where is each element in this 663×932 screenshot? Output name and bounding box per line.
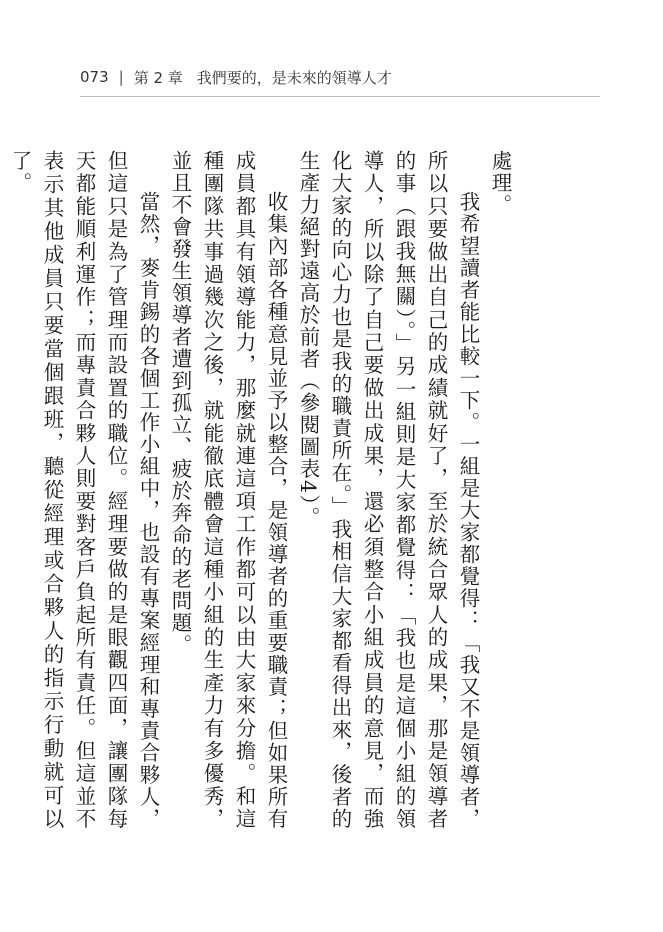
running-header (80, 60, 392, 94)
body-text (8, 150, 516, 830)
page-number: 073 (80, 68, 109, 86)
chapter-title: 我們要的，是未來的領導人才 (196, 68, 392, 87)
paragraph-continuation: 處理。 (488, 150, 512, 216)
paragraph: 收集內部各種意見並予以整合，是領導者的重要職責；但如果所有成員都具有領導能力，那麼就連這項工作都可以由大家來分擔。和這種團隊共事過幾次之後，就能徹底體會這種小組的生產力有多優秀，並且不會發生領導者遭到孤立、疲於奔命的老問題。 (168, 150, 288, 830)
paragraph (0, 150, 4, 830)
paragraph: 我希望讀者能比較一下。一組是大家都覺得：「我又不是領導者，所以只要做出自己的成績就好了，至於統合眾人的成果，那是領導者的事（跟我無關）。」另一組則是大家都覺得：「我也是這個小組的領導人，所以除了自己要做出成果，還必須整合小組成員的意見，而強化大家的向心力也是我的職責所在。」我相信大家都看得出來，後者的生產力絕對遠高於前者（參閱圖表4）。 (296, 150, 480, 830)
chapter-label: 第 2 章 (133, 68, 183, 87)
paragraph: 當然，麥肯錫的各個工作小組中，也設有專案經理和專責合夥人，但這只是為了管理而設置的職位。經理要做的是眼觀四面，讓團隊每天都能順利運作；而專責合夥人則要對客戶負起所有責任。但這並不表示其他成員只要當個跟班，聽從經理或合夥人的指示行動就可以了。 (8, 150, 160, 830)
header-rule (80, 96, 600, 97)
header-separator: | (118, 68, 124, 86)
